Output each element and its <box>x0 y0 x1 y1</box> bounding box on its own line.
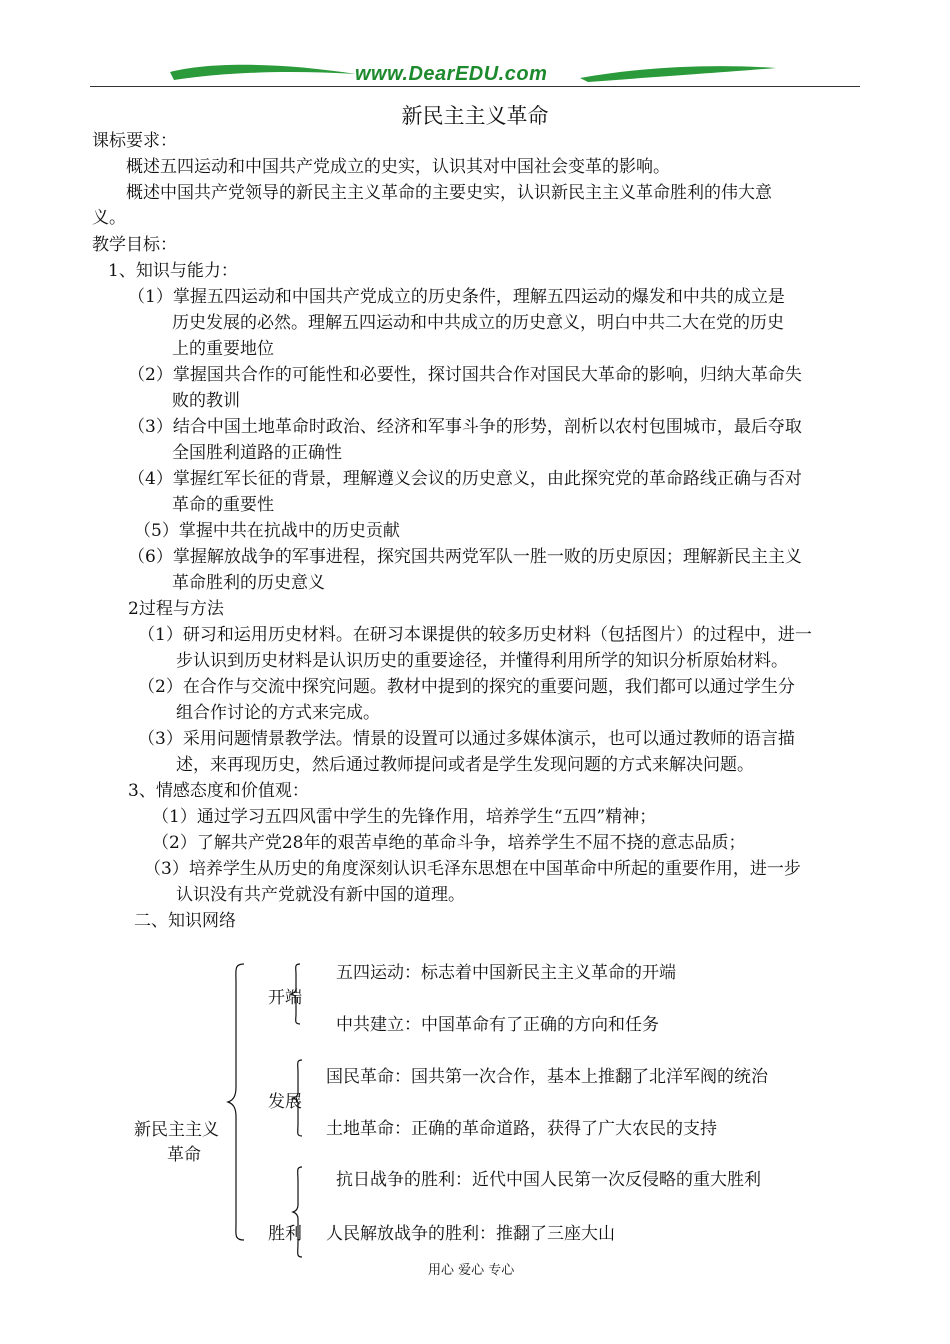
paragraph-line: 上的重要地位 <box>172 339 274 359</box>
network-root-label: 新民主主义 <box>134 1120 219 1140</box>
paragraph-line: 步认识到历史材料是认识历史的重要途径，并懂得利用所学的知识分析原始材料。 <box>176 651 788 671</box>
network-root-label: 革命 <box>167 1145 201 1165</box>
paragraph-line: （1）研习和运用历史材料。在研习本课提供的较多历史材料（包括图片）的过程中，进一 <box>138 625 812 645</box>
paragraph-line: （2）了解共产党28年的艰苦卓绝的革命斗争，培养学生不屈不挠的意志品质； <box>152 833 746 853</box>
paragraph-line: （3）采用问题情景教学法。情景的设置可以通过多媒体演示，也可以通过教师的语言描 <box>138 729 795 749</box>
network-leaf: 国民革命：国共第一次合作，基本上推翻了北洋军阀的统治 <box>326 1067 768 1087</box>
paragraph-line: 义。 <box>92 208 126 228</box>
paragraph-line: 组合作讨论的方式来完成。 <box>176 703 380 723</box>
section-heading: 二、知识网络 <box>134 911 236 931</box>
brace-shengli <box>290 1165 306 1259</box>
page-title: 新民主主义革命 <box>401 104 549 128</box>
paragraph-line: （2）掌握国共合作的可能性和必要性，探讨国共合作对国民大革命的影响，归纳大革命失 <box>128 365 802 385</box>
paragraph-line: （1）通过学习五四风雷中学生的先锋作用，培养学生“五四”精神； <box>152 807 657 827</box>
paragraph-line: （3）结合中国土地革命时政治、经济和军事斗争的形势，剖析以农村包围城市，最后夺取 <box>128 417 802 437</box>
paragraph-line: （6）掌握解放战争的军事进程，探究国共两党军队一胜一败的历史原因；理解新民主主义 <box>128 547 802 567</box>
paragraph-line: 概述五四运动和中国共产党成立的史实，认识其对中国社会变革的影响。 <box>126 157 670 177</box>
paragraph-line: （1）掌握五四运动和中国共产党成立的历史条件，理解五四运动的爆发和中共的成立是 <box>128 287 785 307</box>
network-leaf: 中共建立：中国革命有了正确的方向和任务 <box>336 1015 659 1035</box>
branch-label-fazhan: 发展 <box>268 1092 302 1112</box>
header-swoosh-left <box>168 60 358 86</box>
paragraph-line: 全国胜利道路的正确性 <box>172 443 342 463</box>
header-rule <box>90 86 860 87</box>
network-leaf: 土地革命：正确的革命道路，获得了广大农民的支持 <box>326 1119 717 1139</box>
main-brace <box>226 962 248 1242</box>
branch-label-shengli: 胜利 <box>268 1224 302 1244</box>
header-swoosh-right <box>578 62 778 86</box>
paragraph-line: 概述中国共产党领导的新民主主义革命的主要史实，认识新民主主义革命胜利的伟大意 <box>126 183 772 203</box>
brace-fazhan <box>290 1058 306 1138</box>
paragraph-line: （4）掌握红军长征的背景，理解遵义会议的历史意义，由此探究党的革命路线正确与否对 <box>128 469 802 489</box>
section-heading: 课标要求： <box>92 131 177 151</box>
page-footer: 用心 爱心 专心 <box>428 1263 515 1278</box>
branch-label-kaiduan: 开端 <box>268 988 302 1008</box>
section-heading: 教学目标： <box>92 235 177 255</box>
site-logo[interactable]: www.DearEDU.com <box>355 63 548 85</box>
network-leaf: 抗日战争的胜利：近代中国人民第一次反侵略的重大胜利 <box>336 1170 761 1190</box>
subsection-heading: 3、情感态度和价值观： <box>128 781 309 801</box>
subsection-heading: 1、知识与能力： <box>108 261 238 281</box>
paragraph-line: 败的教训 <box>172 391 240 411</box>
paragraph-line: 历史发展的必然。理解五四运动和中共成立的历史意义，明白中共二大在党的历史 <box>172 313 784 333</box>
network-leaf: 人民解放战争的胜利：推翻了三座大山 <box>326 1224 615 1244</box>
network-leaf: 五四运动：标志着中国新民主主义革命的开端 <box>336 963 676 983</box>
paragraph-line: （2）在合作与交流中探究问题。教材中提到的探究的重要问题，我们都可以通过学生分 <box>138 677 795 697</box>
paragraph-line: （3）培养学生从历史的角度深刻认识毛泽东思想在中国革命中所起的重要作用，进一步 <box>144 859 801 879</box>
paragraph-line: 述，来再现历史，然后通过教师提问或者是学生发现问题的方式来解决问题。 <box>176 755 754 775</box>
paragraph-line: 革命的重要性 <box>172 495 274 515</box>
paragraph-line: 革命胜利的历史意义 <box>172 573 325 593</box>
brace-kaiduan <box>288 962 304 1026</box>
subsection-heading: 2过程与方法 <box>128 599 224 619</box>
paragraph-line: （5）掌握中共在抗战中的历史贡献 <box>134 521 400 541</box>
paragraph-line: 认识没有共产党就没有新中国的道理。 <box>176 885 465 905</box>
